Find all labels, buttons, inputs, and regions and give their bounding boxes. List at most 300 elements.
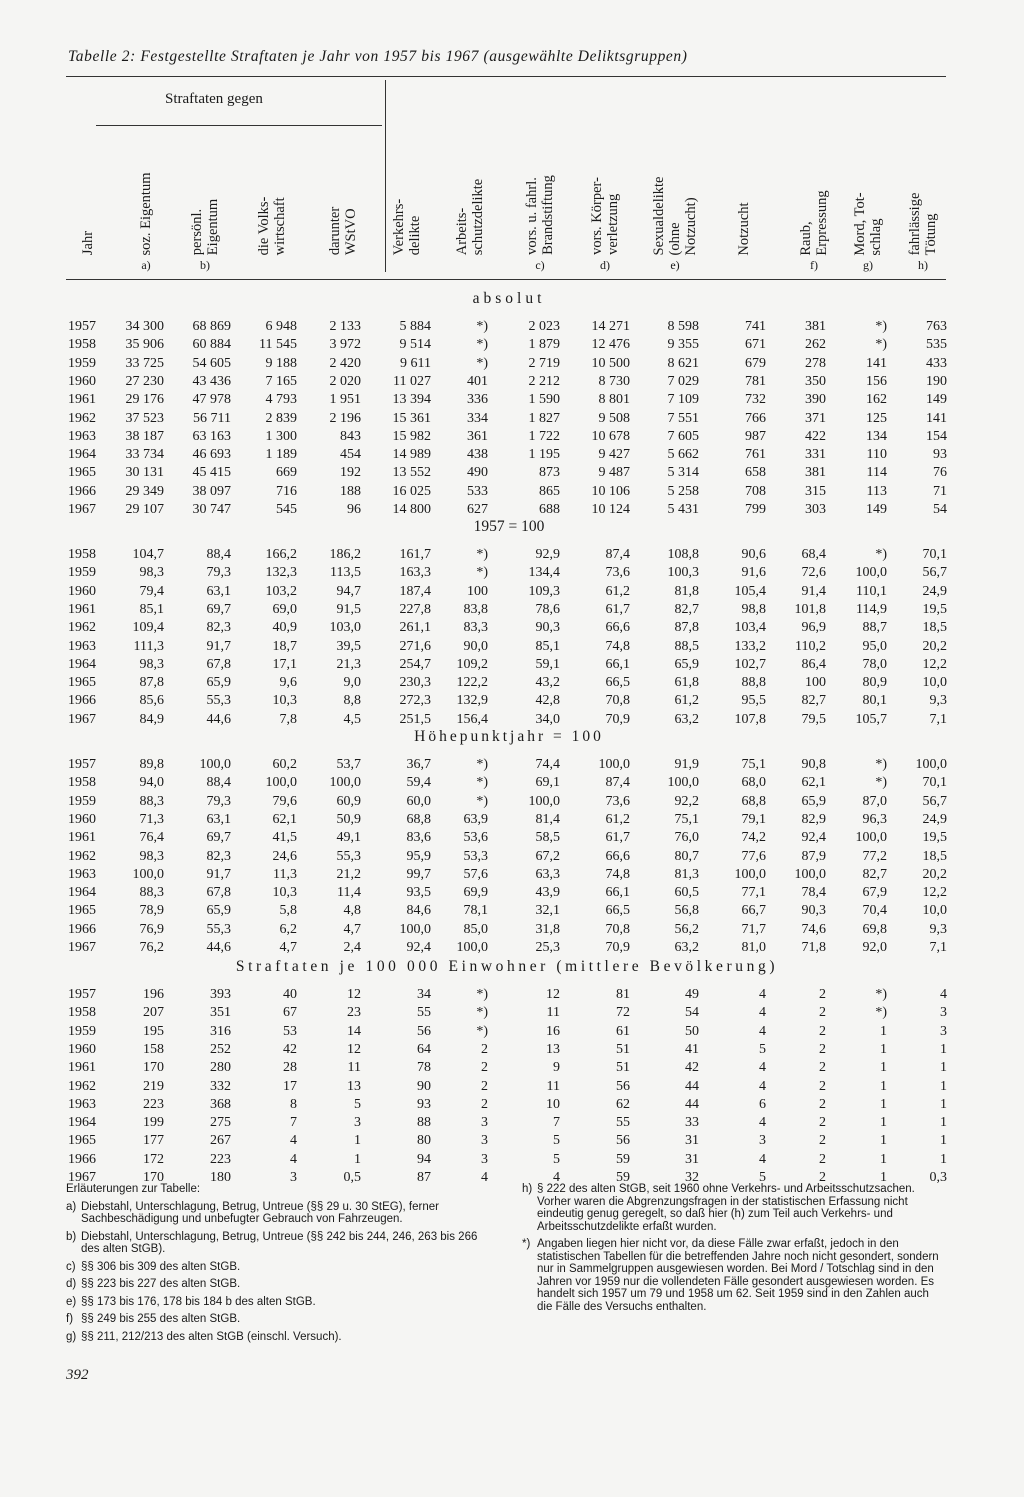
table-row — [0, 921, 1024, 939]
value-cell: 105,4 — [734, 583, 766, 599]
table-row — [0, 583, 1024, 601]
column-header: darunter WStVO — [327, 206, 359, 256]
year-cell: 1962 — [68, 848, 96, 864]
value-cell: 91,4 — [801, 583, 826, 599]
value-cell: 4 — [759, 1060, 766, 1076]
value-cell: 5,8 — [279, 903, 297, 919]
value-cell: 99,7 — [406, 866, 431, 882]
value-cell: 65,9 — [206, 675, 231, 691]
value-cell: 39,5 — [336, 638, 361, 654]
value-cell: 38 187 — [125, 428, 164, 444]
value-cell: 24,6 — [272, 848, 297, 864]
value-cell: 62,1 — [801, 775, 826, 791]
value-cell: 90,8 — [801, 757, 826, 772]
value-cell: 19,5 — [922, 601, 947, 617]
value-cell: 8 598 — [667, 319, 699, 334]
value-cell: 13 552 — [392, 465, 431, 481]
value-cell: 65,9 — [674, 656, 699, 672]
value-cell: 51 — [616, 1060, 630, 1076]
value-cell: 42 — [283, 1041, 297, 1057]
value-cell: 158 — [143, 1041, 164, 1057]
value-cell: 33 725 — [125, 355, 164, 371]
value-cell: 59,4 — [406, 775, 431, 791]
value-cell: 272,3 — [399, 693, 431, 709]
table-row — [0, 829, 1024, 847]
value-cell: 16 025 — [392, 483, 431, 499]
value-cell: 55 — [616, 1115, 630, 1131]
value-cell: 88 — [417, 1115, 431, 1131]
value-cell: 669 — [276, 465, 297, 481]
value-cell: 103,0 — [329, 620, 361, 636]
value-cell: 88,4 — [206, 775, 231, 791]
value-cell: 78,6 — [535, 601, 560, 617]
notes-left — [66, 1183, 498, 1348]
value-cell: 9 — [553, 1060, 560, 1076]
value-cell: 170 — [143, 1170, 164, 1185]
value-cell: 60 884 — [192, 337, 231, 353]
value-cell: 82,3 — [206, 620, 231, 636]
value-cell: 61,8 — [674, 675, 699, 691]
value-cell: 192 — [340, 465, 361, 481]
value-cell: 13 — [546, 1041, 560, 1057]
year-cell: 1963 — [68, 866, 96, 882]
value-cell: 799 — [745, 502, 766, 517]
table-row — [0, 848, 1024, 866]
value-cell: 535 — [926, 337, 947, 353]
value-cell: 67,9 — [862, 885, 887, 901]
value-cell: 65,9 — [206, 903, 231, 919]
value-cell: 44 — [685, 1096, 699, 1112]
year-cell: 1965 — [68, 675, 96, 691]
value-cell: 732 — [745, 392, 766, 408]
section-title: 1957 = 100 — [473, 518, 545, 535]
table-row — [0, 318, 1024, 336]
value-cell: 81,0 — [741, 940, 766, 955]
value-cell: 50,9 — [336, 811, 361, 827]
table-row — [0, 866, 1024, 884]
year-cell: 1962 — [68, 410, 96, 426]
footnote-key: d) — [66, 1278, 77, 1290]
value-cell: 66,1 — [605, 885, 630, 901]
value-cell: 332 — [210, 1078, 231, 1094]
value-cell: 56,8 — [674, 903, 699, 919]
column-header: Mord, Tot- schlag — [852, 191, 884, 256]
year-cell: 1960 — [68, 373, 96, 389]
value-cell: 381 — [805, 319, 826, 334]
value-cell: 9 188 — [265, 355, 297, 371]
value-cell: 1 — [880, 1170, 887, 1185]
value-cell: 56 711 — [193, 410, 231, 426]
notes-right — [522, 1183, 944, 1318]
value-cell: 83,8 — [463, 601, 488, 617]
column-note-ref: f) — [810, 258, 818, 272]
value-cell: 5 — [553, 1133, 560, 1149]
column-note-ref: c) — [535, 258, 545, 272]
value-cell: 53,3 — [463, 848, 488, 864]
table-row — [0, 373, 1024, 391]
value-cell: 100,0 — [329, 775, 361, 791]
value-cell: 390 — [805, 392, 826, 408]
value-cell: 87,9 — [801, 848, 826, 864]
value-cell: 85,6 — [139, 693, 164, 709]
value-cell: 0,3 — [929, 1170, 947, 1185]
value-cell: 40,9 — [272, 620, 297, 636]
value-cell: 50 — [685, 1023, 699, 1039]
value-cell: 316 — [210, 1023, 231, 1039]
value-cell: 102,7 — [734, 656, 766, 672]
value-cell: 95,0 — [862, 638, 887, 654]
value-cell: 82,3 — [206, 848, 231, 864]
value-cell: 70,4 — [862, 903, 887, 919]
value-cell: 223 — [210, 1151, 231, 1167]
year-cell: 1967 — [68, 502, 96, 517]
value-cell: 63,2 — [674, 711, 699, 727]
year-cell: 1964 — [68, 1115, 96, 1131]
value-cell: 63,1 — [206, 583, 231, 599]
value-cell: 4 — [759, 1115, 766, 1131]
value-cell: 187,4 — [399, 583, 431, 599]
value-cell: 75,1 — [674, 811, 699, 827]
value-cell: 658 — [745, 465, 766, 481]
value-cell: 69,9 — [463, 885, 488, 901]
value-cell: 627 — [467, 502, 488, 517]
value-cell: 1 879 — [528, 337, 560, 353]
value-cell: 29 107 — [125, 502, 164, 517]
value-cell: 766 — [745, 410, 766, 426]
value-cell: 334 — [467, 410, 488, 426]
value-cell: 10,0 — [922, 903, 947, 919]
year-cell: 1967 — [68, 711, 96, 727]
value-cell: 87,4 — [605, 775, 630, 791]
value-cell: 67 — [283, 1005, 297, 1021]
value-cell: 19,5 — [922, 830, 947, 846]
table-row — [0, 1059, 1024, 1077]
value-cell: 8 621 — [667, 355, 699, 371]
value-cell: 873 — [539, 465, 560, 481]
value-cell: 24,9 — [922, 583, 947, 599]
value-cell: 438 — [467, 447, 488, 463]
value-cell: 4 — [759, 1005, 766, 1021]
value-cell: 15 982 — [392, 428, 431, 444]
year-cell: 1960 — [68, 1041, 96, 1057]
value-cell: 100,0 — [855, 565, 887, 581]
value-cell: 54 — [685, 1005, 699, 1021]
value-cell: 70,9 — [605, 711, 630, 727]
value-cell: 3 — [481, 1151, 488, 1167]
value-cell: 9,0 — [343, 675, 361, 691]
table-row — [0, 1151, 1024, 1169]
value-cell: 79,3 — [206, 565, 231, 581]
table-row — [0, 692, 1024, 710]
value-cell: 278 — [805, 355, 826, 371]
value-cell: 87 — [417, 1170, 431, 1185]
value-cell: 93,5 — [406, 885, 431, 901]
value-cell: *) — [476, 757, 488, 772]
value-cell: 0,5 — [343, 1170, 361, 1185]
value-cell: 76 — [933, 465, 947, 481]
value-cell: 105,7 — [855, 711, 887, 727]
column-header: fahrlässige Tötung — [907, 192, 939, 255]
value-cell: 254,7 — [399, 656, 431, 672]
value-cell: 30 131 — [125, 465, 164, 481]
year-cell: 1967 — [68, 1170, 96, 1185]
footnote-text: Erläuterungen zur Tabelle: — [66, 1183, 201, 1195]
value-cell: 60,2 — [272, 757, 297, 772]
value-cell: 303 — [805, 502, 826, 517]
value-cell: 92,0 — [862, 940, 887, 955]
value-cell: 96,9 — [801, 620, 826, 636]
value-cell: 100,0 — [456, 940, 488, 955]
value-cell: 10 106 — [591, 483, 630, 499]
value-cell: 11 — [546, 1078, 560, 1094]
value-cell: 68,8 — [406, 811, 431, 827]
year-cell: 1959 — [68, 565, 96, 581]
value-cell: 4 — [759, 1151, 766, 1167]
value-cell: 93 — [933, 447, 947, 463]
value-cell: 69,7 — [206, 830, 231, 846]
value-cell: 2 420 — [329, 355, 361, 371]
value-cell: 133,2 — [734, 638, 766, 654]
value-cell: 261,1 — [399, 620, 431, 636]
value-cell: 91,7 — [206, 638, 231, 654]
value-cell: 30 747 — [192, 502, 231, 517]
value-cell: 55,3 — [206, 921, 231, 937]
value-cell: 87,8 — [674, 620, 699, 636]
value-cell: 77,1 — [741, 885, 766, 901]
value-cell: 843 — [340, 428, 361, 444]
table-row — [0, 464, 1024, 482]
footnote-key: *) — [522, 1238, 531, 1250]
value-cell: 100,0 — [794, 866, 826, 882]
year-cell: 1966 — [68, 483, 96, 499]
year-cell: 1958 — [68, 337, 96, 353]
footnote — [522, 1183, 944, 1233]
value-cell: 5 — [759, 1041, 766, 1057]
value-cell: 45 415 — [192, 465, 231, 481]
value-cell: 110 — [866, 447, 887, 463]
year-cell: 1963 — [68, 638, 96, 654]
value-cell: 103,2 — [265, 583, 297, 599]
value-cell: 12 — [347, 987, 361, 1002]
value-cell: 60,9 — [336, 793, 361, 809]
table-row — [0, 446, 1024, 464]
value-cell: 2 839 — [265, 410, 297, 426]
value-cell: 100 — [467, 583, 488, 599]
value-cell: 4 793 — [265, 392, 297, 408]
value-cell: 63,2 — [674, 940, 699, 955]
value-cell: 41,5 — [272, 830, 297, 846]
value-cell: 79,4 — [139, 583, 164, 599]
column-header: Verkehrs- delikte — [391, 198, 423, 256]
value-cell: 1 590 — [528, 392, 560, 408]
value-cell: 68,4 — [801, 547, 826, 562]
value-cell: 66,1 — [605, 656, 630, 672]
value-cell: 141 — [866, 355, 887, 371]
footnote-text: §§ 249 bis 255 des alten StGB. — [81, 1313, 241, 1325]
value-cell: 987 — [745, 428, 766, 444]
year-cell: 1959 — [68, 793, 96, 809]
value-cell: 1 — [940, 1096, 947, 1112]
value-cell: 37 523 — [125, 410, 164, 426]
value-cell: *) — [476, 775, 488, 791]
value-cell: 9 487 — [598, 465, 630, 481]
value-cell: 865 — [539, 483, 560, 499]
value-cell: 1 — [354, 1133, 361, 1149]
value-cell: 100,0 — [132, 866, 164, 882]
value-cell: 14 800 — [392, 502, 431, 517]
value-cell: *) — [875, 775, 887, 791]
value-cell: 14 989 — [392, 447, 431, 463]
value-cell: 11,4 — [337, 885, 361, 901]
value-cell: 108,8 — [667, 547, 699, 562]
value-cell: 96 — [347, 502, 361, 517]
value-cell: 2 — [819, 1096, 826, 1112]
value-cell: 1 — [940, 1133, 947, 1149]
value-cell: 21,3 — [336, 656, 361, 672]
year-cell: 1960 — [68, 811, 96, 827]
year-cell: 1958 — [68, 547, 96, 562]
value-cell: 63 163 — [192, 428, 231, 444]
year-cell: 1958 — [68, 775, 96, 791]
value-cell: 71,7 — [741, 921, 766, 937]
value-cell: 4 — [759, 987, 766, 1002]
value-cell: 9,3 — [929, 693, 947, 709]
value-cell: 100,0 — [265, 775, 297, 791]
value-cell: 3 — [290, 1170, 297, 1185]
value-cell: 5 314 — [667, 465, 699, 481]
value-cell: 490 — [467, 465, 488, 481]
value-cell: 1 — [940, 1041, 947, 1057]
year-cell: 1961 — [68, 1060, 96, 1076]
value-cell: 66,5 — [605, 675, 630, 691]
value-cell: 4 — [290, 1133, 297, 1149]
table-row — [0, 546, 1024, 564]
table-row — [0, 711, 1024, 729]
value-cell: 1 — [880, 1078, 887, 1094]
value-cell: 2 719 — [528, 355, 560, 371]
footnote — [66, 1261, 498, 1274]
value-cell: 2 — [481, 1078, 488, 1094]
value-cell: 2 — [819, 1170, 826, 1185]
value-cell: 74,8 — [605, 866, 630, 882]
value-cell: *) — [476, 1005, 488, 1021]
value-cell: 9,6 — [279, 675, 297, 691]
value-cell: 2 — [819, 1041, 826, 1057]
value-cell: 81,8 — [674, 583, 699, 599]
value-cell: 7 029 — [667, 373, 699, 389]
value-cell: 88,3 — [139, 885, 164, 901]
footnote-text: §§ 306 bis 309 des alten StGB. — [81, 1260, 241, 1273]
value-cell: 76,2 — [139, 940, 164, 955]
value-cell: 73,6 — [605, 793, 630, 809]
value-cell: 44,6 — [206, 711, 231, 727]
value-cell: 110,2 — [795, 638, 826, 654]
table-row — [0, 774, 1024, 792]
year-cell: 1961 — [68, 601, 96, 617]
value-cell: 65,9 — [801, 793, 826, 809]
value-cell: 56 — [616, 1133, 630, 1149]
value-cell: 67,8 — [206, 885, 231, 901]
value-cell: 7 605 — [667, 428, 699, 444]
value-cell: 163,3 — [399, 565, 431, 581]
value-cell: 3 — [354, 1115, 361, 1131]
value-cell: 275 — [210, 1115, 231, 1131]
value-cell: 190 — [926, 373, 947, 389]
value-cell: 92,4 — [801, 830, 826, 846]
value-cell: 9 355 — [667, 337, 699, 353]
column-header: soz. Eigentum — [138, 172, 154, 255]
value-cell: 80,7 — [674, 848, 699, 864]
value-cell: 267 — [210, 1133, 231, 1149]
value-cell: 5 431 — [667, 502, 699, 517]
value-cell: 41 — [685, 1041, 699, 1057]
value-cell: *) — [476, 547, 488, 562]
value-cell: 18,5 — [922, 620, 947, 636]
value-cell: 10,3 — [272, 885, 297, 901]
value-cell: 2,4 — [343, 940, 361, 955]
value-cell: 107,8 — [734, 711, 766, 727]
value-cell: 7,8 — [279, 711, 297, 727]
year-cell: 1963 — [68, 1096, 96, 1112]
value-cell: 34,0 — [535, 711, 560, 727]
value-cell: 2 133 — [329, 319, 361, 334]
year-cell: 1965 — [68, 1133, 96, 1149]
footnote-key: h) — [522, 1183, 533, 1195]
footnote-key: f) — [66, 1313, 74, 1325]
value-cell: 9,3 — [929, 921, 947, 937]
value-cell: 79,5 — [801, 711, 826, 727]
header-divider — [385, 80, 386, 272]
value-cell: 8 — [290, 1096, 297, 1112]
value-cell: 14 271 — [591, 319, 630, 334]
year-cell: 1957 — [68, 757, 96, 772]
value-cell: 172 — [143, 1151, 164, 1167]
value-cell: 59 — [616, 1170, 630, 1185]
table-row — [0, 939, 1024, 957]
value-cell: 94,0 — [139, 775, 164, 791]
column-note-ref: g) — [863, 258, 873, 272]
value-cell: 63,9 — [463, 811, 488, 827]
value-cell: 92,9 — [535, 547, 560, 562]
value-cell: 72,6 — [801, 565, 826, 581]
value-cell: 351 — [210, 1005, 231, 1021]
value-cell: 196 — [143, 987, 164, 1002]
value-cell: 533 — [467, 483, 488, 499]
column-header: Jahr — [80, 230, 96, 256]
value-cell: 11 — [347, 1060, 361, 1076]
year-cell: 1961 — [68, 830, 96, 846]
value-cell: *) — [875, 319, 887, 334]
table-title: Tabelle 2: Festgestellte Straftaten je Jahr von 1957 bis 1967 (ausgewählte Deliktsgruppen) — [68, 48, 688, 65]
value-cell: 422 — [805, 428, 826, 444]
value-cell: 13 — [347, 1078, 361, 1094]
value-cell: 64 — [417, 1041, 431, 1057]
value-cell: 154 — [926, 428, 947, 444]
column-note-ref: b) — [200, 258, 210, 272]
value-cell: 40 — [283, 987, 297, 1002]
value-cell: 73,6 — [605, 565, 630, 581]
value-cell: 81,4 — [535, 811, 560, 827]
value-cell: 716 — [276, 483, 297, 499]
value-cell: 2 — [819, 987, 826, 1002]
value-cell: 88,5 — [674, 638, 699, 654]
group-underline — [96, 125, 382, 126]
value-cell: 42,8 — [535, 693, 560, 709]
value-cell: 71,3 — [139, 811, 164, 827]
footnote-text: §§ 173 bis 176, 178 bis 184 b des alten StGB. — [81, 1295, 316, 1308]
value-cell: *) — [875, 547, 887, 562]
value-cell: 5 — [553, 1151, 560, 1167]
